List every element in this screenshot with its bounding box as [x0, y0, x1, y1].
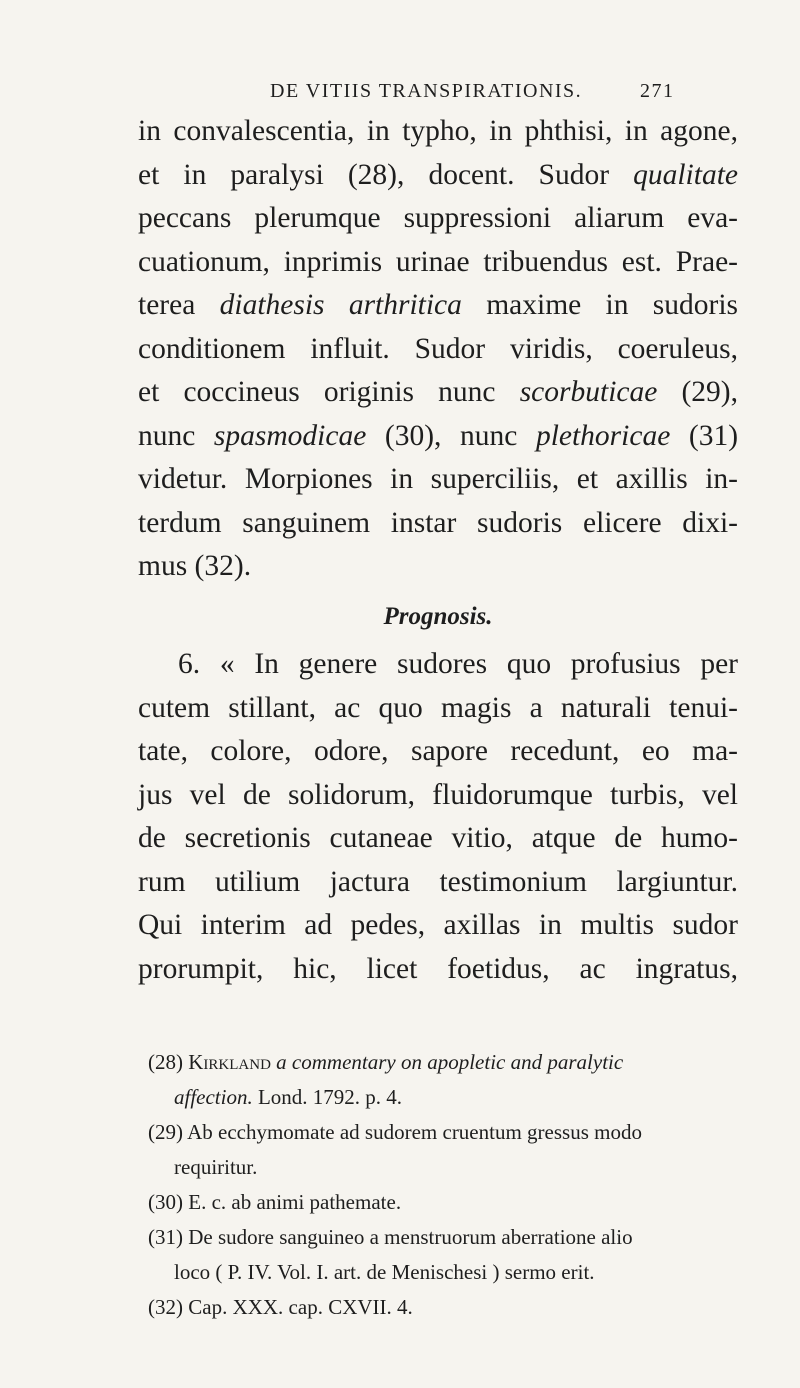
text-line: tate, colore, odore, sapore recedunt, eo ma- [138, 735, 738, 767]
section-heading: Prognosis. [383, 602, 493, 630]
text-line: 6. « In genere sudores quo profusius per [178, 648, 738, 680]
text-line: cutem stillant, ac quo magis a naturali tenui- [138, 691, 738, 724]
text-line: Qui interim ad pedes, axillas in multis sudor [138, 909, 738, 941]
text-line: peccans plerumque suppressioni aliarum eva- [138, 202, 738, 234]
running-header [270, 80, 675, 103]
text-line: cuationum, inprimis urinae tribuendus est. Prae- [138, 245, 738, 278]
text-line: jus vel de solidorum, fluidorumque turbis, vel [138, 778, 738, 811]
running-title: DE VITIIS TRANSPIRATIONIS. [270, 80, 583, 102]
text-line: nunc spasmodicae (30), nunc plethoricae (31) [138, 419, 739, 452]
main-text [138, 110, 738, 991]
footnote-29: (29) Ab ecchymomate ad sudorem cruentum gressus modo [148, 1120, 642, 1144]
footnote-30: (30) E. c. ab animi pathemate. [148, 1190, 402, 1214]
text-line: prorumpit, hic, licet foetidus, ac ingratus, [138, 952, 738, 985]
text-line: conditionem influit. Sudor viridis, coeruleus, [138, 332, 738, 365]
text-line: terea diathesis arthritica maxime in sudoris [138, 289, 739, 321]
text-line: mus (32). [138, 550, 252, 582]
text-line: et coccineus originis nunc scorbuticae (29), [138, 376, 739, 408]
footnote-31-cont: loco ( P. IV. Vol. I. art. de Menischesi ) sermo erit. [174, 1260, 595, 1284]
footnote-32: (32) Cap. XXX. cap. CXVII. 4. [148, 1295, 413, 1319]
footnote-28: (28) Kirkland a commentary on apopletic and paralytic [148, 1050, 624, 1074]
text-line: terdum sanguinem instar sudoris elicere dixi- [138, 506, 738, 539]
text-line: videtur. Morpiones in superciliis, et axillis in- [138, 463, 738, 495]
page-number: 271 [640, 80, 675, 102]
footnotes [138, 1045, 738, 1325]
footnote-29-cont: requiritur. [174, 1155, 258, 1179]
footnote-28-cont: affection. Lond. 1792. p. 4. [174, 1085, 403, 1109]
text-line: in convalescentia, in typho, in phthisi, in agone, [138, 115, 738, 147]
footnote-31: (31) De sudore sanguineo a menstruorum aberratione alio [148, 1225, 633, 1249]
text-line: de secretionis cutaneae vitio, atque de humo- [138, 822, 738, 854]
text-line: rum utilium jactura testimonium largiuntur. [138, 865, 738, 898]
text-line: et in paralysi (28), docent. Sudor qualitate [138, 158, 738, 191]
